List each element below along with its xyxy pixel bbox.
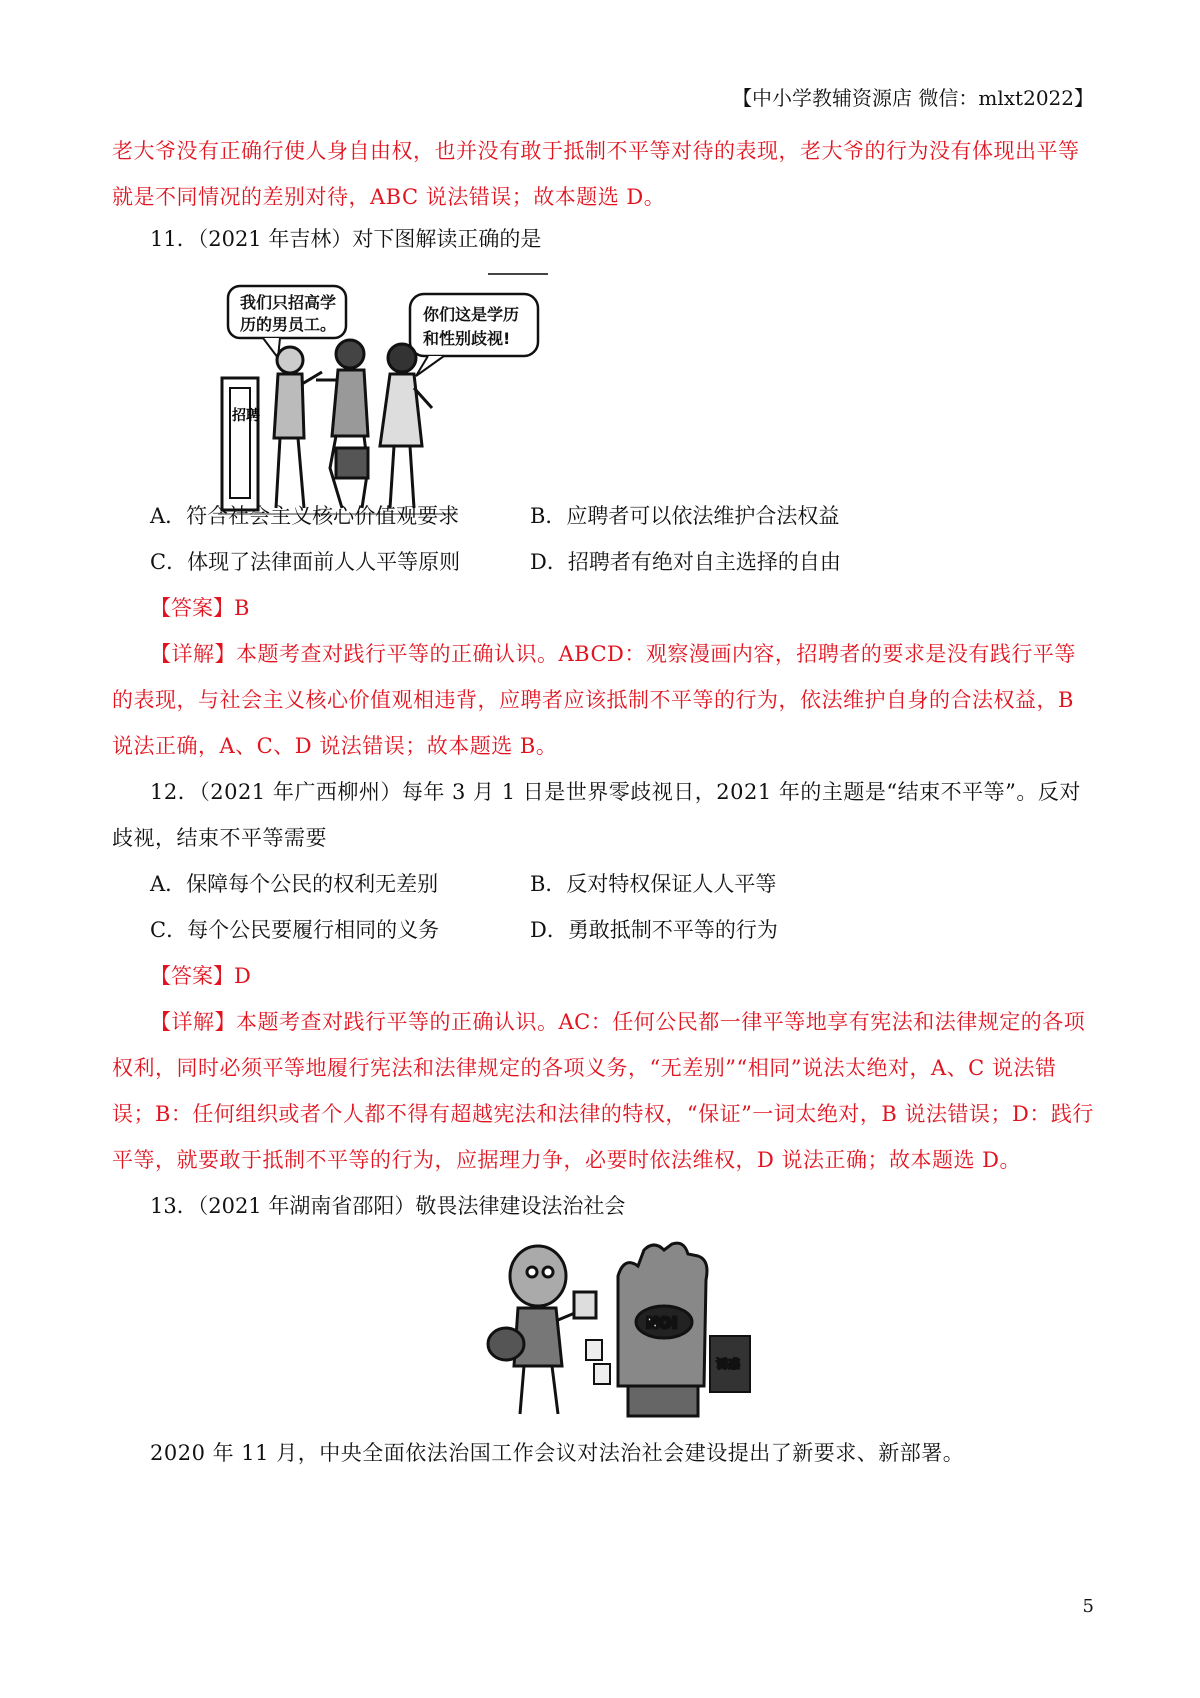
question-12-option-d: D．勇敢抵制不平等的行为 [530,918,778,942]
question-12-answer: 【答案】D [150,964,251,988]
left-bubble-line-2: 历的男员工。 [240,315,337,334]
left-bubble-line-1: 我们只招高学 [240,293,337,312]
question-13-stem: 13．（2021 年湖南省邵阳）敬畏法律建设法治社会 [150,1194,626,1218]
no-sign-text: NO! [646,1314,679,1332]
question-11-stem: 11．（2021 年吉林）对下图解读正确的是 [150,227,542,251]
previous-explanation-continued: 老大爷没有正确行使人身自由权，也并没有敢于抵制不平等对待的表现，老大爷的行为没有体现出平等就是不同情况的差别对待，ABC 说法错误；故本题选 D。 [112,139,1080,209]
question-11-option-a: A．符合社会主义核心价值观要求 [150,504,460,528]
question-11-option-b: B．应聘者可以依法维护合法权益 [530,504,840,528]
question-12-stem: 12．（2021 年广西柳州）每年 3 月 1 日是世界零歧视日，2021 年的主题是“结束不平等”。反对歧视，结束不平等需要 [112,780,1081,850]
right-bubble-line-2: 和性别歧视! [423,329,511,348]
question-11-option-c: C．体现了法律面前人人平等原则 [150,550,461,574]
stop-hand-figure [618,1243,707,1416]
question-11-answer: 【答案】B [150,596,250,620]
question-12-explanation: 【详解】本题考查对践行平等的正确认识。AC：任何公民都一律平等地享有宪法和法律规定的各项权利，同时必须平等地履行宪法和法律规定的各项义务，“无差别”“相同”说法太绝对，A、C 说法错误；B：任何组织或者个人都不得有超越宪法和法律的特权，“保证”一词太绝对，B 说法错误；D：践行平等，就要敢于抵制不平等的行为，应据理力争，必要时依法维权，D 说法正确；故本题选 D。 [112,1010,1094,1172]
bag-text: 诱惑 [716,1357,741,1371]
page-number: 5 [1082,1596,1094,1617]
temptation-bag [710,1336,750,1392]
question-12-option-b: B．反对特权保证人人平等 [530,872,777,896]
source-header: 【中小学教辅资源店 微信：mlxt2022】 [732,86,1094,110]
question-12-option-c: C．每个公民要履行相同的义务 [150,918,440,942]
question-12-option-a: A．保障每个公民的权利无差别 [150,872,439,896]
question-11-option-d: D．招聘者有绝对自主选择的自由 [530,550,841,574]
question-11-explanation: 【详解】本题考查对践行平等的正确认识。ABCD：观察漫画内容，招聘者的要求是没有践行平等的表现，与社会主义核心价值观相违背，应聘者应该抵制不平等的行为，依法维护自身的合法权益，B 说法正确，A、C、D 说法错误；故本题选 B。 [112,642,1076,758]
law-respect-cartoon [478,1236,760,1422]
recruitment-cartoon [218,268,560,526]
sign-char: 招聘 [232,408,260,424]
question-13-material: 2020 年 11 月，中央全面依法治国工作会议对法治社会建设提出了新要求、新部署。 [150,1441,965,1465]
right-bubble-line-1: 你们这是学历 [423,305,520,324]
